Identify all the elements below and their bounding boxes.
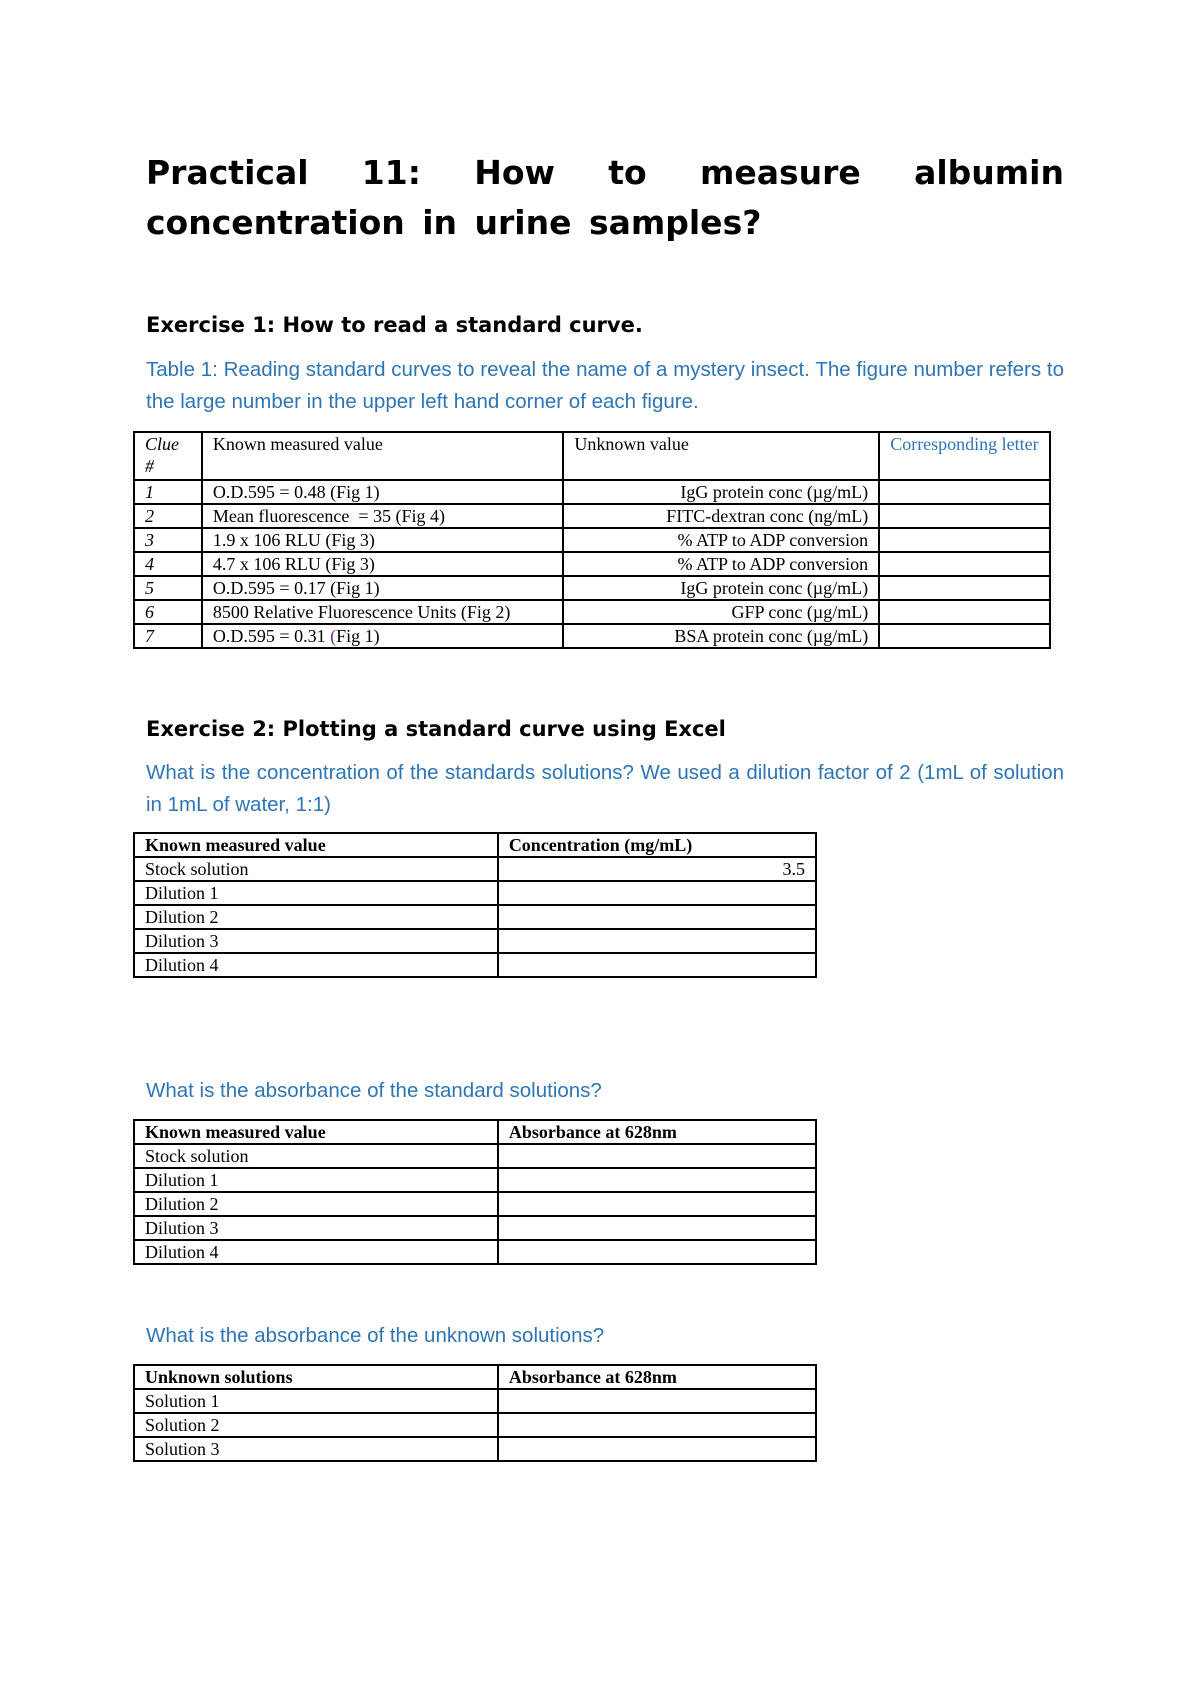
table-row <box>134 1216 816 1240</box>
table-row <box>134 1168 816 1192</box>
letter-cell[interactable] <box>879 528 1050 552</box>
question-unknown-absorbance: What is the absorbance of the unknown solutions? <box>146 1324 605 1347</box>
concentration-cell[interactable] <box>498 929 816 953</box>
table-row <box>134 857 816 881</box>
row-label: Dilution 3 <box>134 929 498 953</box>
row-label: Dilution 3 <box>134 1216 498 1240</box>
table-row <box>134 504 1050 528</box>
letter-cell[interactable] <box>879 624 1050 648</box>
table-row <box>134 1437 816 1461</box>
row-label: Dilution 4 <box>134 953 498 977</box>
exercise-1-heading: Exercise 1: How to read a standard curve. <box>146 313 643 337</box>
clue-number: 5 <box>134 576 202 600</box>
absorbance-cell[interactable] <box>498 1216 816 1240</box>
table-row <box>134 1240 816 1264</box>
table-row <box>134 552 1050 576</box>
header-concentration: Concentration (mg/mL) <box>498 833 816 857</box>
unknown-value: FITC-dextran conc (ng/mL) <box>563 504 879 528</box>
table-header-row <box>134 1365 816 1389</box>
row-label: Solution 3 <box>134 1437 498 1461</box>
header-known: Known measured value <box>202 432 563 480</box>
question-concentration: What is the concentration of the standards solutions? We used a dilution factor of 2 (1mL of solution in 1mL of water, 1:1) <box>146 761 1064 816</box>
table-row <box>134 1389 816 1413</box>
table-row <box>134 1413 816 1437</box>
header-known: Known measured value <box>134 1120 498 1144</box>
known-value: O.D.595 = 0.17 (Fig 1) <box>202 576 563 600</box>
concentration-table <box>133 832 817 978</box>
table-row <box>134 576 1050 600</box>
clue-number: 3 <box>134 528 202 552</box>
known-value-paren: ( <box>330 626 337 646</box>
header-unknown: Unknown solutions <box>134 1365 498 1389</box>
absorbance-cell[interactable] <box>498 1240 816 1264</box>
row-label: Solution 1 <box>134 1389 498 1413</box>
letter-cell[interactable] <box>879 576 1050 600</box>
page-title: Practical 11: How to measure albumin concentration in urine samples? <box>146 153 1064 242</box>
header-unknown: Unknown value <box>563 432 879 480</box>
row-label: Dilution 2 <box>134 905 498 929</box>
table-header-row <box>134 833 816 857</box>
clue-number: 4 <box>134 552 202 576</box>
table-row <box>134 881 816 905</box>
row-label: Stock solution <box>134 1144 498 1168</box>
table-row <box>134 1144 816 1168</box>
unknown-absorbance-table <box>133 1364 817 1462</box>
row-label: Dilution 2 <box>134 1192 498 1216</box>
known-value: Mean fluorescence = 35 (Fig 4) <box>202 504 563 528</box>
table-1-caption: Table 1: Reading standard curves to reveal the name of a mystery insect. The figure number refers to the large number in the upper left hand corner of each figure. <box>146 358 1064 413</box>
unknown-value: IgG protein conc (µg/mL) <box>563 480 879 504</box>
known-value-part: O.D.595 = 0.31 <box>212 626 331 646</box>
known-value: O.D.595 = 0.48 (Fig 1) <box>202 480 563 504</box>
clue-table <box>133 431 1051 649</box>
standard-absorbance-table <box>133 1119 817 1265</box>
row-label: Solution 2 <box>134 1413 498 1437</box>
concentration-cell[interactable]: 3.5 <box>498 857 816 881</box>
letter-cell[interactable] <box>879 600 1050 624</box>
absorbance-cell[interactable] <box>498 1192 816 1216</box>
table-row <box>134 600 1050 624</box>
table-row <box>134 480 1050 504</box>
letter-cell[interactable] <box>879 552 1050 576</box>
table-row <box>134 953 816 977</box>
table-row <box>134 905 816 929</box>
absorbance-cell[interactable] <box>498 1389 816 1413</box>
table-header-row <box>134 1120 816 1144</box>
known-value: 8500 Relative Fluorescence Units (Fig 2) <box>202 600 563 624</box>
concentration-cell[interactable] <box>498 953 816 977</box>
known-value: 4.7 x 106 RLU (Fig 3) <box>202 552 563 576</box>
row-label: Dilution 1 <box>134 1168 498 1192</box>
row-label: Stock solution <box>134 857 498 881</box>
letter-cell[interactable] <box>879 480 1050 504</box>
unknown-value: % ATP to ADP conversion <box>563 552 879 576</box>
letter-cell[interactable] <box>879 504 1050 528</box>
row-label: Dilution 4 <box>134 1240 498 1264</box>
absorbance-cell[interactable] <box>498 1413 816 1437</box>
concentration-cell[interactable] <box>498 881 816 905</box>
table-row <box>134 624 1050 648</box>
clue-number: 1 <box>134 480 202 504</box>
table-row <box>134 929 816 953</box>
table-row <box>134 528 1050 552</box>
table-row <box>134 1192 816 1216</box>
header-clue: Clue # <box>134 432 202 480</box>
absorbance-cell[interactable] <box>498 1437 816 1461</box>
clue-number: 7 <box>134 624 202 648</box>
clue-table-header <box>134 432 1050 480</box>
header-absorbance: Absorbance at 628nm <box>498 1365 816 1389</box>
clue-number: 2 <box>134 504 202 528</box>
row-label: Dilution 1 <box>134 881 498 905</box>
clue-number: 6 <box>134 600 202 624</box>
absorbance-cell[interactable] <box>498 1168 816 1192</box>
known-value-part: Fig 1) <box>336 626 380 646</box>
concentration-cell[interactable] <box>498 905 816 929</box>
exercise-2-heading: Exercise 2: Plotting a standard curve using Excel <box>146 717 726 741</box>
unknown-value: GFP conc (µg/mL) <box>563 600 879 624</box>
header-letter: Corresponding letter <box>879 432 1050 480</box>
header-known: Known measured value <box>134 833 498 857</box>
absorbance-cell[interactable] <box>498 1144 816 1168</box>
header-absorbance: Absorbance at 628nm <box>498 1120 816 1144</box>
unknown-value: BSA protein conc (µg/mL) <box>563 624 879 648</box>
known-value <box>202 624 563 648</box>
unknown-value: IgG protein conc (µg/mL) <box>563 576 879 600</box>
known-value: 1.9 x 106 RLU (Fig 3) <box>202 528 563 552</box>
question-standard-absorbance: What is the absorbance of the standard solutions? <box>146 1079 602 1102</box>
unknown-value: % ATP to ADP conversion <box>563 528 879 552</box>
